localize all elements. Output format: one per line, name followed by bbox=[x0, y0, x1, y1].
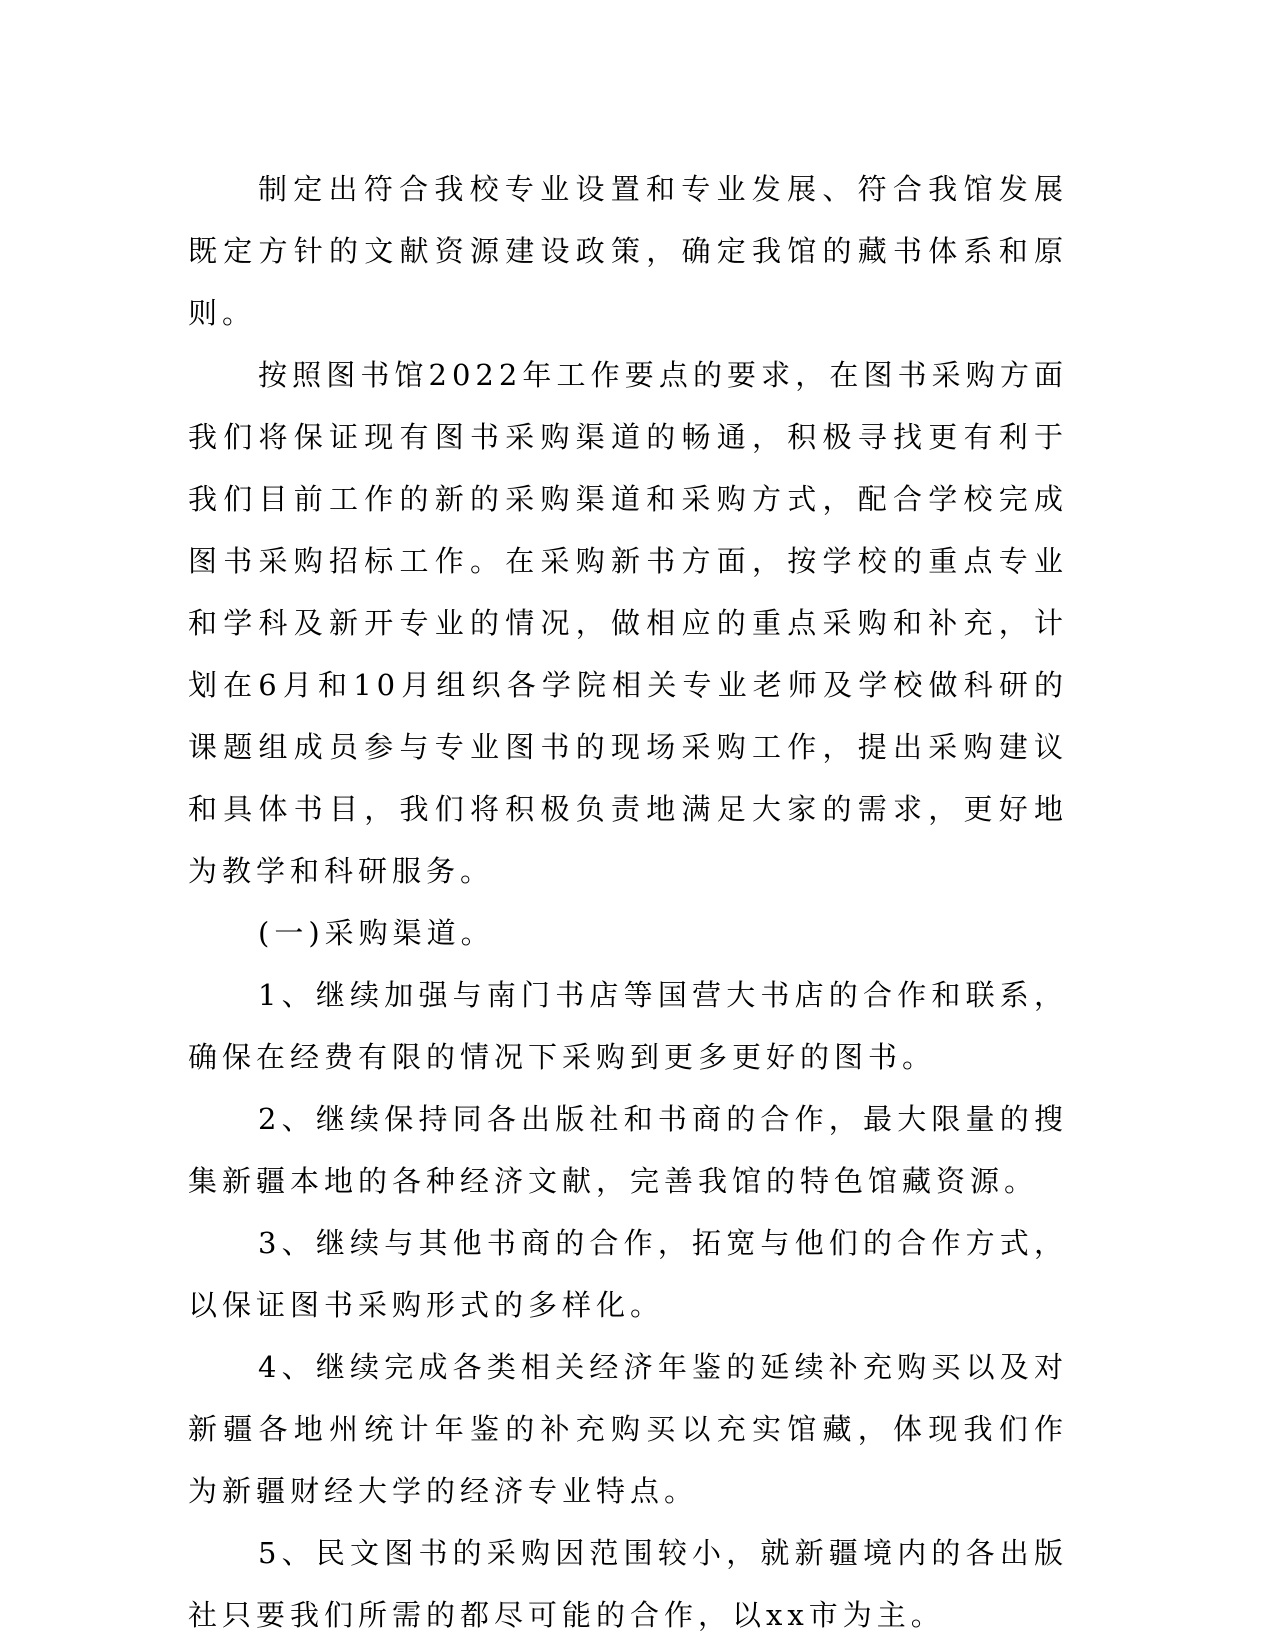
list-item-4: 4、继续完成各类相关经济年鉴的延续补充购买以及对新疆各地州统计年鉴的补充购买以充实馆藏，体现我们作为新疆财经大学的经济专业特点。 bbox=[188, 1350, 1068, 1508]
list-item-3: 3、继续与其他书商的合作，拓宽与他们的合作方式，以保证图书采购形式的多样化。 bbox=[188, 1226, 1068, 1322]
list-item-1: 1、继续加强与南门书店等国营大书店的合作和联系，确保在经费有限的情况下采购到更多更好的图书。 bbox=[188, 978, 1068, 1074]
section-heading-channels: (一)采购渠道。 bbox=[258, 916, 495, 950]
list-item-5: 5、民文图书的采购因范围较小，就新疆境内的各出版社只要我们所需的都尽可能的合作，以xx市为主。 bbox=[188, 1536, 1068, 1632]
list-item-2: 2、继续保持同各出版社和书商的合作，最大限量的搜集新疆本地的各种经济文献，完善我馆的特色馆藏资源。 bbox=[188, 1102, 1068, 1198]
paragraph-procurement-plan: 按照图书馆2022年工作要点的要求，在图书采购方面我们将保证现有图书采购渠道的畅通，积极寻找更有利于我们目前工作的新的采购渠道和采购方式，配合学校完成图书采购招标工作。在采购新书方面，按学校的重点专业和学科及新开专业的情况，做相应的重点采购和补充，计划在6月和10月组织各学院相关专业老师及学校做科研的课题组成员参与专业图书的现场采购工作，提出采购建议和具体书目，我们将积极负责地满足大家的需求，更好地为教学和科研服务。 bbox=[188, 358, 1068, 888]
document-body bbox=[188, 158, 1068, 1646]
paragraph-policy: 制定出符合我校专业设置和专业发展、符合我馆发展既定方针的文献资源建设政策，确定我馆的藏书体系和原则。 bbox=[188, 172, 1068, 330]
